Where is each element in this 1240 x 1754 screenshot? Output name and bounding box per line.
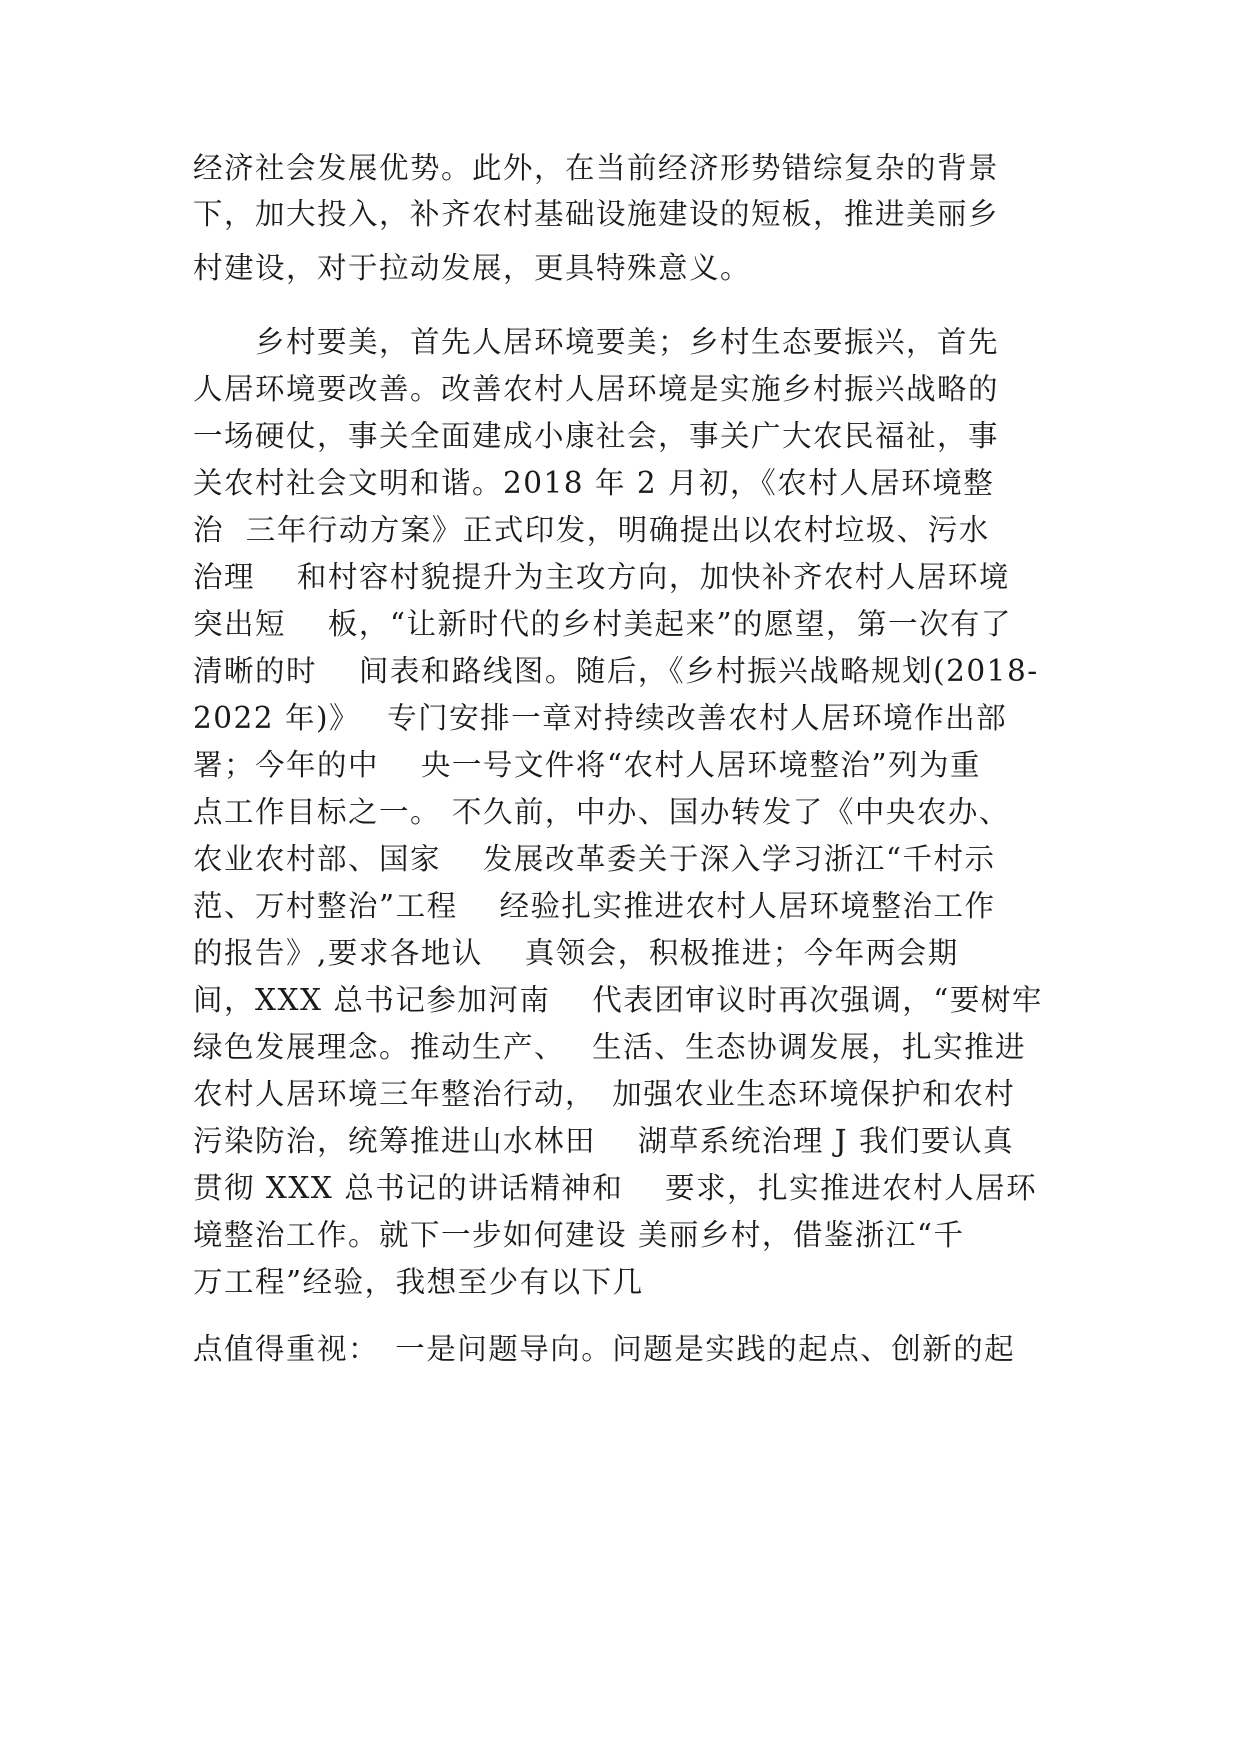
text-line: 点工作目标之一。 不久前，中办、国办转发了《中央农办、 (193, 795, 1010, 829)
text-line: 间，XXX 总书记参加河南 代表团审议时再次强调，“要树牢 (193, 983, 1043, 1017)
text-line: 万工程”经验，我想至少有以下几 (193, 1265, 644, 1299)
text-line: 治 三年行动方案》正式印发，明确提出以农村垃圾、污水 (193, 513, 990, 547)
text-line: 突出短 板，“让新时代的乡村美起来”的愿望，第一次有了 (193, 607, 1013, 641)
text-line: 下，加大投入，补齐农村基础设施建设的短板，推进美丽乡 (193, 197, 1000, 231)
text-line: 清晰的时 间表和路线图。随后，《乡村振兴战略规划(2018- (193, 654, 1039, 688)
text-line: 污染防治，统筹推进山水林田 湖草系统治理 J 我们要认真 (193, 1124, 1014, 1158)
text-line: 人居环境要改善。改善农村人居环境是实施乡村振兴战略的 (193, 372, 1000, 406)
text-line: 农业农村部、国家 发展改革委关于深入学习浙江“千村示 (193, 842, 996, 876)
text-line: 经济社会发展优势。此外，在当前经济形势错综复杂的背景 (193, 151, 1000, 185)
text-line: 范、万村整治”工程 经验扎实推进农村人居环境整治工作 (193, 889, 996, 923)
text-line: 治理 和村容村貌提升为主攻方向，加快补齐农村人居环境 (193, 560, 1010, 594)
text-line: 贯彻 XXX 总书记的讲话精神和 要求，扎实推进农村人居环 (193, 1171, 1038, 1205)
text-line: 2022 年)》 专门安排一章对持续改善农村人居环境作出部 (193, 701, 1008, 735)
text-line: 署；今年的中 央一号文件将“农村人居环境整治”列为重 (193, 748, 982, 782)
text-line: 村建设，对于拉动发展，更具特殊意义。 (193, 251, 752, 285)
text-line: 关农村社会文明和谐。2018 年 2 月初，《农村人居环境整 (193, 466, 995, 500)
text-line: 一场硬仗，事关全面建成小康社会，事关广大农民福祉，事 (193, 419, 1000, 453)
text-line: 乡村要美，首先人居环境要美；乡村生态要振兴，首先 (193, 325, 1000, 359)
text-line: 境整治工作。就下一步如何建设 美丽乡村，借鉴浙江“千 (193, 1218, 965, 1252)
text-line: 农村人居环境三年整治行动， 加强农业生态环境保护和农村 (193, 1077, 1016, 1111)
text-line: 的报告》,要求各地认 真领会，积极推进；今年两会期 (193, 936, 959, 970)
text-line: 绿色发展理念。推动生产、 生活、生态协调发展，扎实推进 (193, 1030, 1027, 1064)
text-line: 点值得重视： 一是问题导向。问题是实践的起点、创新的起 (193, 1332, 1016, 1366)
